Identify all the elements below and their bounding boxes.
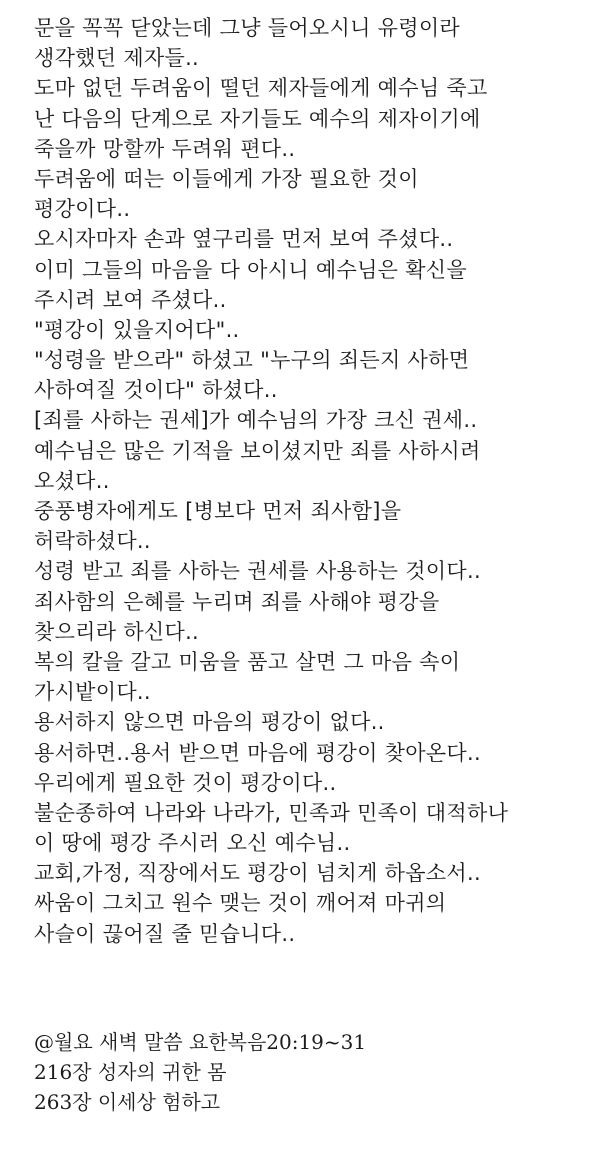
body-text-line: 오시자마자 손과 옆구리를 먼저 보여 주셨다..	[34, 227, 454, 252]
body-text-line: 오셨다..	[34, 468, 110, 493]
body-text-line: 이 땅에 평강 주시러 오신 예수님..	[34, 831, 351, 856]
body-text-line: "성령을 받으라" 하셨고 "누구의 죄든지 사하면	[34, 348, 470, 373]
body-text-line: 찾으리라 하신다..	[34, 619, 200, 644]
sermon-reference	[34, 1027, 594, 1118]
body-text-line: 사하여질 것이다" 하셨다..	[34, 378, 278, 403]
body-text-line: 주시려 보여 주셨다..	[34, 287, 227, 312]
body-text-line: 예수님은 많은 기적을 보이셨지만 죄를 사하시려	[34, 438, 481, 463]
body-text-line: 가시밭이다..	[34, 680, 151, 705]
body-text-line: 생각했던 제자들..	[34, 46, 200, 71]
body-text-line: 두려움에 떠는 이들에게 가장 필요한 것이	[34, 166, 419, 191]
body-text-line: 이미 그들의 마음을 다 아시니 예수님은 확신을	[34, 257, 467, 282]
body-text-line: 성령 받고 죄를 사하는 권세를 사용하는 것이다..	[34, 559, 481, 584]
body-text-line: 평강이다..	[34, 197, 131, 222]
body-text-line: 문을 꼭꼭 닫았는데 그냥 들어오시니 유령이라	[34, 16, 461, 40]
body-text-line: 교회,가정, 직장에서도 평강이 넘치게 하옵소서..	[34, 861, 481, 886]
body-text-line: "평강이 있을지어다"..	[34, 317, 240, 342]
body-text-line: 복의 칼을 갈고 미움을 품고 살면 그 마음 속이	[34, 649, 461, 674]
body-text-line: 우리에게 필요한 것이 평강이다..	[34, 770, 337, 795]
body-text-line: 중풍병자에게도 [병보다 먼저 죄사함]을	[34, 499, 402, 523]
body-text-line: 용서하지 않으면 마음의 평강이 없다..	[34, 710, 385, 735]
body-text-line: [죄를 사하는 권세]가 예수님의 가장 크신 권세..	[34, 408, 478, 433]
body-text-line: 사슬이 끊어질 줄 믿습니다..	[34, 921, 296, 946]
body-text-line: 허락하셨다..	[34, 529, 151, 554]
devotional-body	[34, 13, 594, 949]
body-text-line: 싸움이 그치고 원수 맺는 것이 깨어져 마귀의	[34, 891, 447, 916]
footer-text-line: 216장 성자의 귀한 몸	[34, 1060, 227, 1085]
body-text-line: 도마 없던 두려움이 떨던 제자들에게 예수님 죽고	[34, 76, 488, 101]
body-text-line: 죄사함의 은혜를 누리며 죄를 사해야 평강을	[34, 589, 440, 614]
body-text-line: 난 다음의 단계으로 자기들도 예수의 제자이기에	[34, 106, 481, 131]
body-text-line: 불순종하여 나라와 나라가, 민족과 민족이 대적하나	[34, 800, 509, 825]
body-text-line: 용서하면..용서 받으면 마음에 평강이 찾아온다..	[34, 740, 481, 765]
body-text-line: 죽을까 망할까 두려워 편다..	[34, 136, 296, 161]
footer-text-line: @월요 새벽 말씀 요한복음20:19~31	[34, 1030, 367, 1054]
footer-text-line: 263장 이세상 험하고	[34, 1090, 221, 1115]
